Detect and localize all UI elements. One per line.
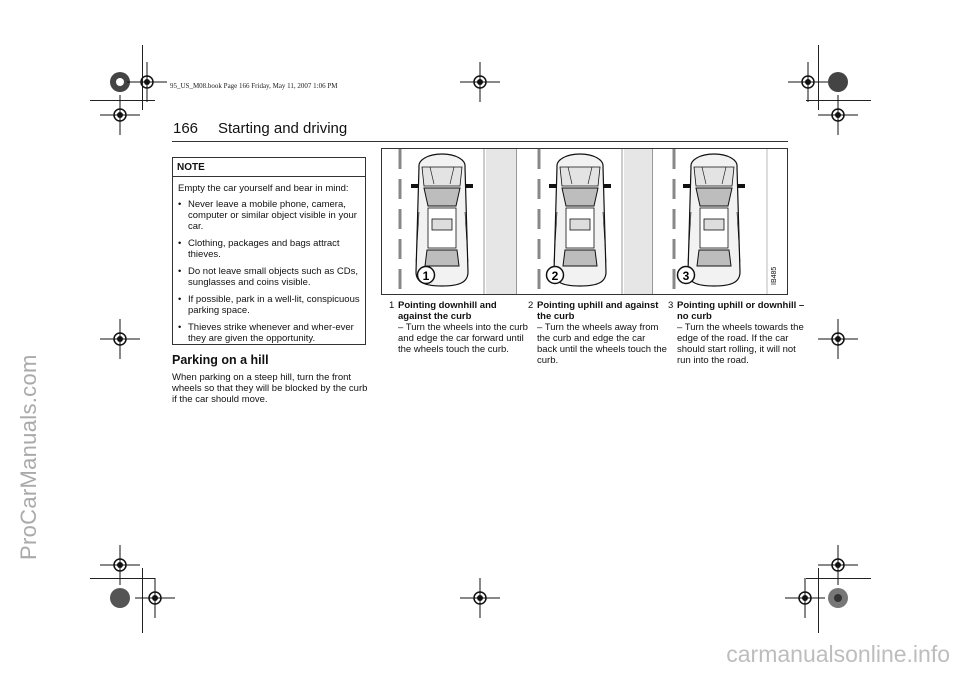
- caption-title: Pointing uphill and against the curb: [537, 300, 659, 322]
- caption-text: – Turn the wheels into the curb and edge the car forward until the wheels touch the curb.: [398, 322, 528, 355]
- caption-text: – Turn the wheels away from the curb and edge the car back until the wheels touch the curb.: [537, 322, 667, 366]
- book-print-header: 95_US_M08.book Page 166 Friday, May 11, 2007 1:06 PM: [170, 82, 338, 90]
- note-intro: Empty the car yourself and bear in mind:: [178, 183, 349, 194]
- caption-text: – Turn the wheels towards the edge of the road. If the car should start rolling, it will not run into the road.: [677, 322, 804, 366]
- note-bullet: • Never leave a mobile phone, camera, computer or similar object visible in your car.: [178, 199, 360, 232]
- side-watermark: ProCarManuals.com: [16, 354, 41, 560]
- caption-number: 1: [389, 300, 395, 311]
- note-bullet: • Clothing, packages and bags attract thieves.: [178, 238, 360, 260]
- figure-label-1: 1: [422, 269, 430, 283]
- figure-label-2: 2: [551, 269, 559, 283]
- header-divider: [172, 141, 788, 142]
- caption-3: [668, 300, 807, 366]
- caption-number: 3: [668, 300, 674, 311]
- note-bullet-list: [178, 199, 360, 344]
- registration-mark-icon: [100, 95, 140, 135]
- section-heading: Parking on a hill: [172, 353, 269, 367]
- registration-mark-icon: [460, 62, 500, 102]
- caption-title: Pointing downhill and against the curb: [398, 300, 497, 322]
- registration-mark-icon: [818, 319, 858, 359]
- registration-mark-icon: [100, 578, 140, 618]
- bottom-watermark: carmanualsonline.info: [726, 641, 950, 667]
- registration-mark-icon: [818, 95, 858, 135]
- registration-mark-icon: [460, 578, 500, 618]
- caption-2: [528, 300, 667, 366]
- caption-1: [389, 300, 528, 355]
- section-body: When parking on a steep hill, turn the front wheels so that they will be blocked by the curb if the car should move.: [172, 372, 368, 405]
- figure-label-3: 3: [682, 269, 690, 283]
- note-bullet: • Thieves strike whenever and wher-ever they are given the opportunity.: [178, 322, 360, 344]
- caption-title: Pointing uphill or downhill – no curb: [677, 300, 805, 322]
- parking-illustration: [381, 148, 788, 295]
- note-bullet: • Do not leave small objects such as CDs, sunglasses and coins visible.: [178, 266, 360, 288]
- page-section-title: Starting and driving: [218, 120, 348, 137]
- note-heading: NOTE: [173, 158, 365, 177]
- caption-number: 2: [528, 300, 534, 311]
- registration-mark-icon: [135, 578, 175, 618]
- registration-mark-icon: [100, 319, 140, 359]
- page-number: 166: [173, 120, 199, 137]
- note-bullet: • If possible, park in a well-lit, conspicuous parking space.: [178, 294, 360, 316]
- note-box: [172, 157, 366, 345]
- registration-mark-icon: [818, 578, 858, 618]
- figure-code: IB485: [771, 266, 778, 285]
